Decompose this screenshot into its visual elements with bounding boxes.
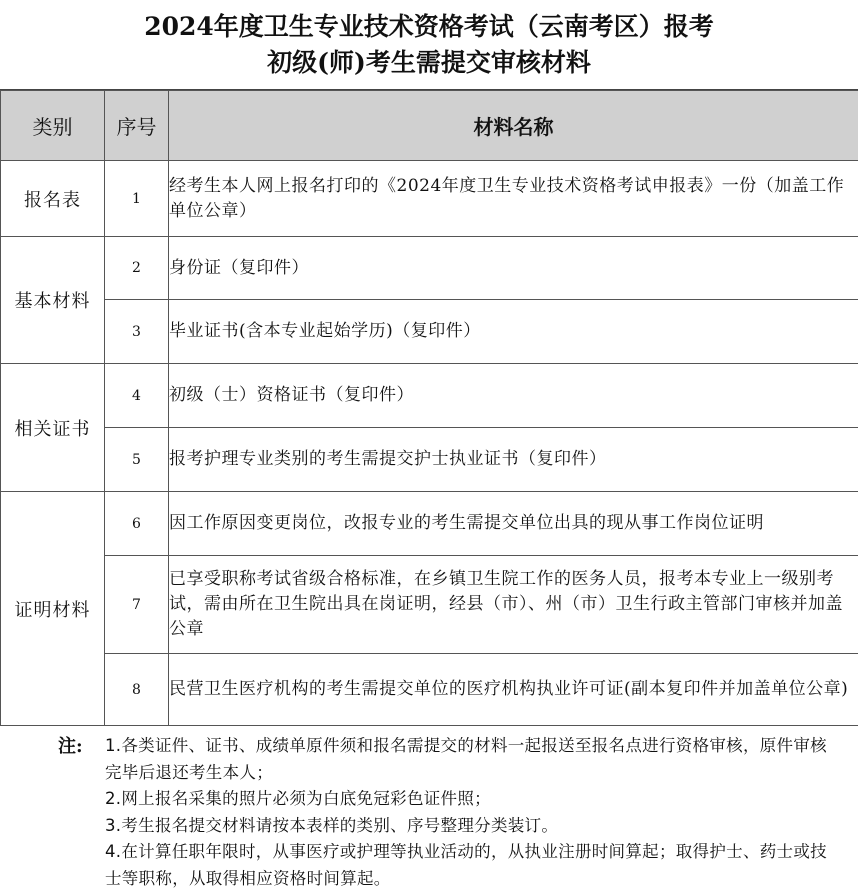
note-item: 4.在计算任职年限时，从事医疗或护理等执业活动的，从执业注册时间算起；取得护士、药士或技士等职称，从取得相应资格时间算起。 (105, 842, 827, 888)
material-name: 毕业证书(含本专业起始学历)（复印件） (169, 300, 858, 364)
table-row (1, 654, 858, 726)
table-header-row (1, 91, 858, 161)
material-name: 身份证（复印件） (169, 237, 858, 300)
page-title (0, 0, 858, 90)
title-line-2: 初级(师)考生需提交审核材料 (267, 47, 591, 77)
row-number: 3 (105, 300, 169, 364)
row-number: 7 (105, 556, 169, 654)
row-number: 6 (105, 492, 169, 556)
header-number: 序号 (105, 91, 169, 161)
row-number: 8 (105, 654, 169, 726)
note-item: 3.考生报名提交材料请按本表样的类别、序号整理分类装订。 (105, 815, 559, 835)
table-row (1, 428, 858, 492)
notes-section (0, 725, 858, 894)
row-number: 5 (105, 428, 169, 492)
table-row (1, 556, 858, 654)
note-item: 2.网上报名采集的照片必须为白底免冠彩色证件照； (105, 789, 491, 808)
notes-label: 注: (58, 736, 83, 757)
header-material: 材料名称 (169, 91, 858, 161)
table-row (1, 300, 858, 364)
category-basic-materials: 基本材料 (1, 237, 105, 364)
row-number: 1 (105, 161, 169, 237)
title-line-1: 2024年度卫生专业技术资格考试（云南考区）报考 (144, 11, 714, 41)
table-row (1, 237, 858, 300)
material-name: 经考生本人网上报名打印的《2024年度卫生专业技术资格考试申报表》一份（加盖工作单位公章） (169, 161, 858, 237)
material-name: 民营卫生医疗机构的考生需提交单位的医疗机构执业许可证(副本复印件并加盖单位公章) (169, 654, 858, 726)
table-row (1, 161, 858, 237)
material-name: 初级（士）资格证书（复印件） (169, 364, 858, 428)
material-name: 因工作原因变更岗位，改报专业的考生需提交单位出具的现从事工作岗位证明 (169, 492, 858, 556)
category-proof-materials: 证明材料 (1, 492, 105, 726)
notes-list (105, 733, 840, 892)
category-related-certificates: 相关证书 (1, 364, 105, 492)
material-name: 报考护理专业类别的考生需提交护士执业证书（复印件） (169, 428, 858, 492)
note-item: 1.各类证件、证书、成绩单原件须和报名需提交的材料一起报送至报名点进行资格审核，原件审核完毕后退还考生本人； (105, 736, 827, 782)
table-row (1, 364, 858, 428)
material-name: 已享受职称考试省级合格标准，在乡镇卫生院工作的医务人员，报考本专业上一级别考试，需由所在卫生院出具在岗证明，经县（市）、州（市）卫生行政主管部门审核并加盖公章 (169, 556, 858, 654)
materials-table (0, 90, 858, 726)
category-registration-form: 报名表 (1, 161, 105, 237)
row-number: 2 (105, 237, 169, 300)
table-row (1, 492, 858, 556)
row-number: 4 (105, 364, 169, 428)
header-category: 类别 (1, 91, 105, 161)
